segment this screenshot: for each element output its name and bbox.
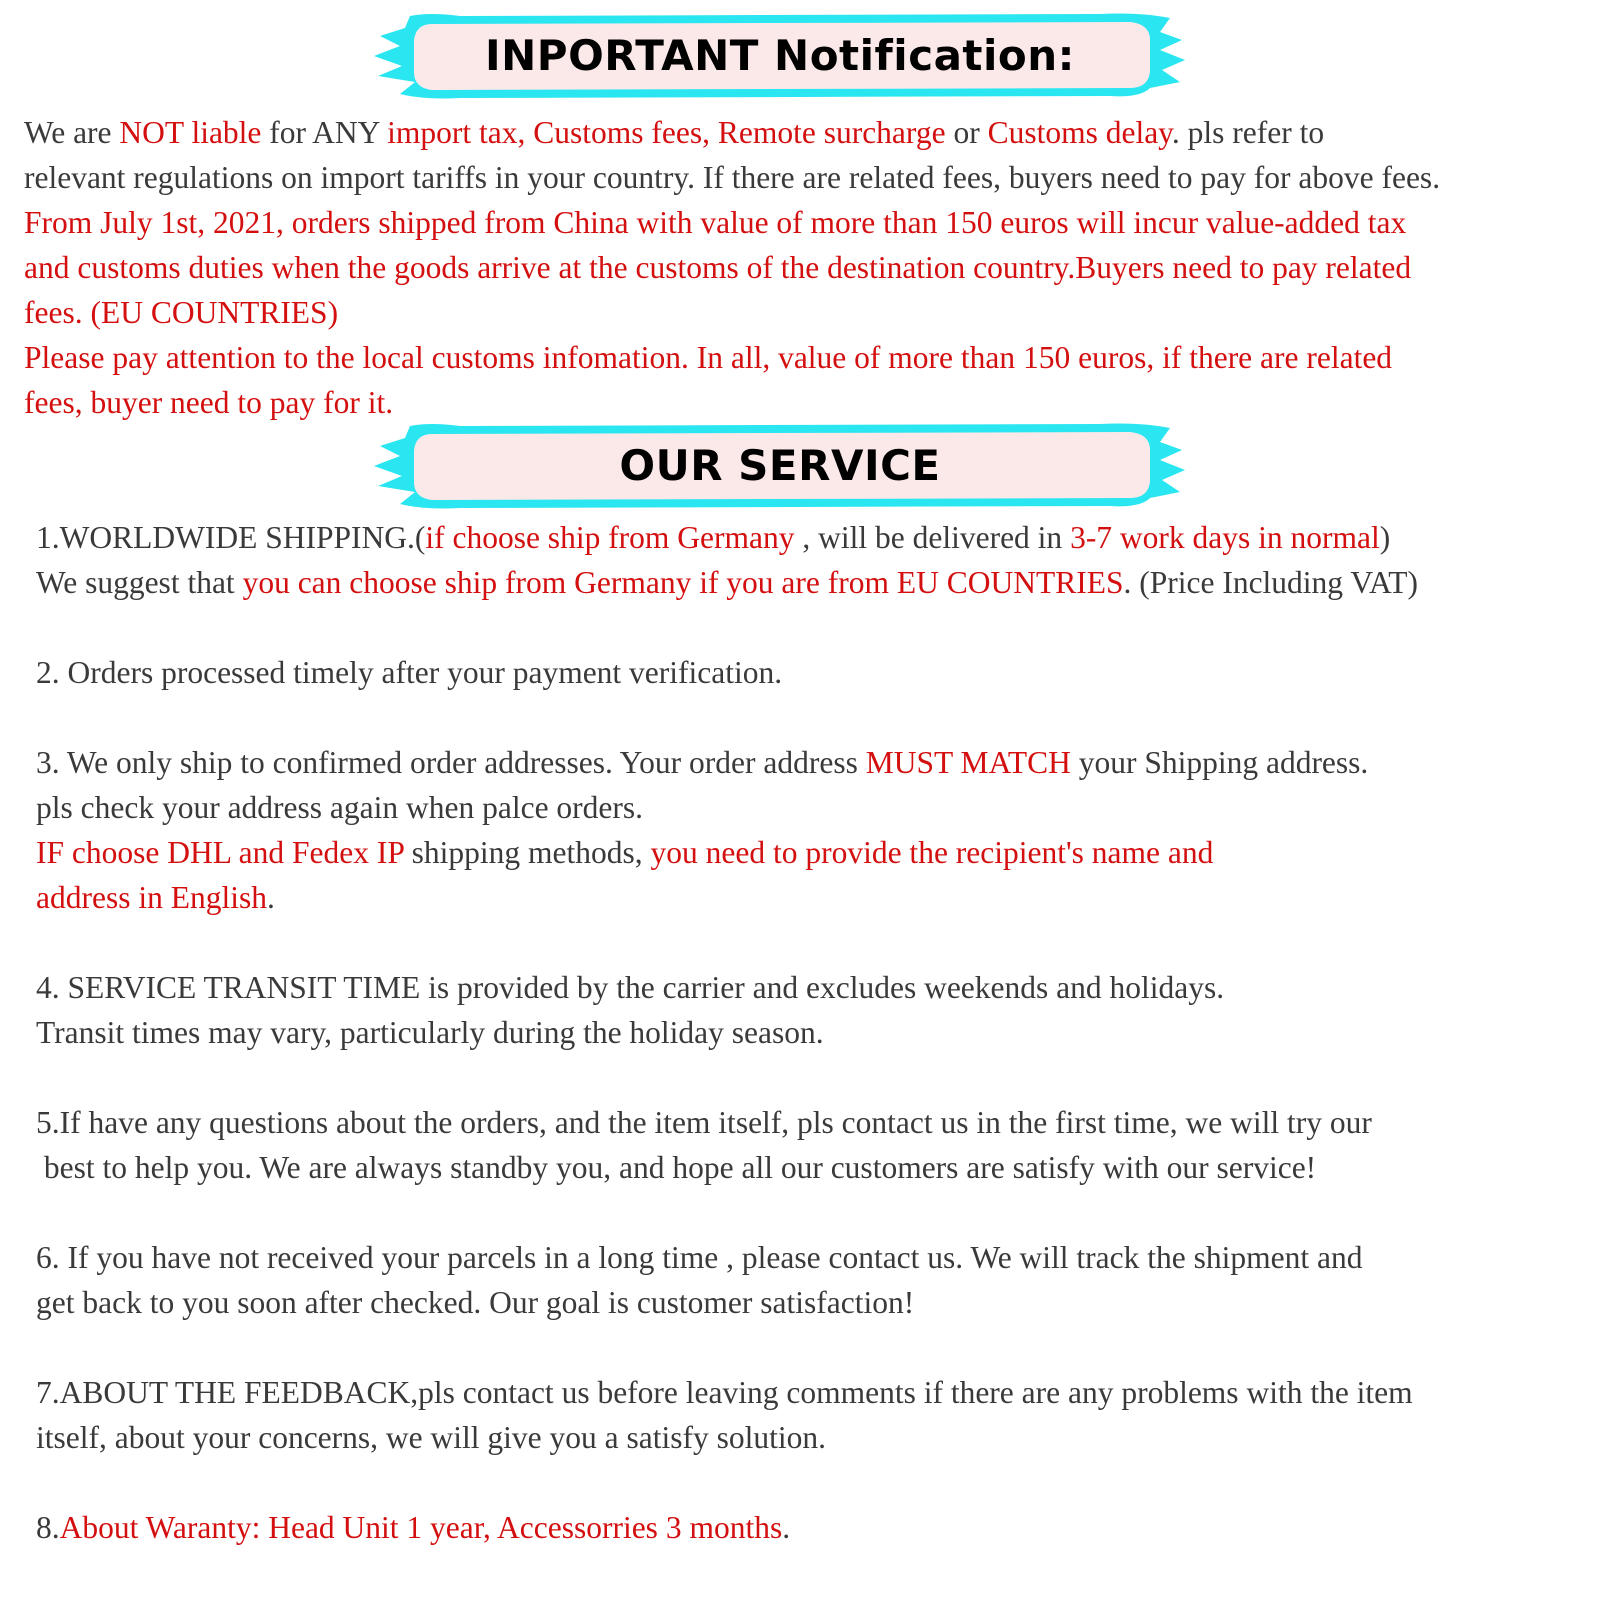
notification-line-4: and customs duties when the goods arrive at the customs of the destination country.Buyers need to pay related (24, 250, 1412, 285)
highlight-not-liable: NOT liable (119, 115, 262, 150)
highlight-work-days: 3-7 work days in normal (1070, 520, 1380, 555)
highlight-fees: import tax, Customs fees, Remote surcharge (387, 115, 946, 150)
text-segment: We are (24, 115, 120, 150)
text-segment: 8. (36, 1510, 60, 1545)
service-3-line-3 (36, 830, 1418, 875)
text-segment: . pls refer to (1171, 115, 1325, 150)
service-4-line-2: Transit times may vary, particularly during the holiday season. (36, 1015, 824, 1050)
blank-line (36, 1325, 1418, 1370)
service-7-line-2: itself, about your concerns, we will give you a satisfy solution. (36, 1420, 826, 1455)
service-3-line-2: pls check your address again when palce orders. (36, 790, 644, 825)
text-segment: We suggest that (36, 565, 243, 600)
blank-line (36, 1190, 1418, 1235)
text-segment: . (266, 880, 275, 915)
text-segment: . (782, 1510, 791, 1545)
highlight-eu-countries: you can choose ship from Germany if you are from EU COUNTRIES (242, 565, 1124, 600)
text-segment: , will be delivered in (794, 520, 1071, 555)
text-segment: ) (1379, 520, 1391, 555)
text-segment: your Shipping address. (1070, 745, 1369, 780)
service-5-line-1: 5.If have any questions about the orders, and the item itself, pls contact us in the first time, we will try our (36, 1105, 1372, 1140)
service-6-line-2: get back to you soon after checked. Our goal is customer satisfaction! (36, 1285, 915, 1320)
notification-title: INPORTANT Notification: (485, 31, 1075, 80)
service-1-line-1 (36, 515, 1418, 560)
highlight-dhl-fedex: IF choose DHL and Fedex IP (36, 835, 404, 870)
notification-line-6: Please pay attention to the local customs infomation. In all, value of more than 150 euros, if there are related (24, 340, 1393, 375)
text-segment: 1.WORLDWIDE SHIPPING.( (36, 520, 426, 555)
service-6-line-1: 6. If you have not received your parcels in a long time , please contact us. We will track the shipment and (36, 1240, 1363, 1275)
service-2-line-1: 2. Orders processed timely after your payment verification. (36, 655, 783, 690)
highlight-must-match: MUST MATCH (865, 745, 1071, 780)
notification-line-1 (24, 110, 1440, 155)
notification-paragraph (24, 110, 1440, 425)
highlight-warranty: About Waranty: Head Unit 1 year, Accessorries 3 months (59, 1510, 783, 1545)
blank-line (36, 1460, 1418, 1505)
service-title: OUR SERVICE (619, 441, 941, 490)
service-7-line-1: 7.ABOUT THE FEEDBACK,pls contact us before leaving comments if there are any problems with the item (36, 1375, 1413, 1410)
blank-line (36, 605, 1418, 650)
highlight-customs-delay: Customs delay (987, 115, 1172, 150)
notification-line-7: fees, buyer need to pay for it. (24, 385, 394, 420)
service-5-line-2: best to help you. We are always standby you, and hope all our customers are satisfy with our service! (36, 1150, 1317, 1185)
text-segment: for ANY (261, 115, 388, 150)
notification-banner (370, 10, 1190, 102)
highlight-ship-germany: if choose ship from Germany (425, 520, 795, 555)
text-segment: 3. We only ship to confirmed order addresses. Your order address (36, 745, 866, 780)
highlight-address-english: address in English (36, 880, 267, 915)
service-3-line-1 (36, 740, 1418, 785)
blank-line (36, 695, 1418, 740)
text-segment: . (Price Including VAT) (1123, 565, 1419, 600)
text-segment: or (945, 115, 988, 150)
text-segment: shipping methods, (403, 835, 651, 870)
notification-line-5: fees. (EU COUNTRIES) (24, 295, 339, 330)
service-3-line-4 (36, 875, 1418, 920)
highlight-recipient-name: you need to provide the recipient's name and (650, 835, 1214, 870)
service-8-line-1 (36, 1505, 1418, 1550)
notification-line-3: From July 1st, 2021, orders shipped from China with value of more than 150 euros will incur value-added tax (24, 205, 1407, 240)
service-4-line-1: 4. SERVICE TRANSIT TIME is provided by the carrier and excludes weekends and holidays. (36, 970, 1225, 1005)
service-1-line-2 (36, 560, 1418, 605)
service-list (36, 515, 1418, 1550)
blank-line (36, 1055, 1418, 1100)
service-banner (370, 420, 1190, 512)
notification-line-2: relevant regulations on import tariffs in your country. If there are related fees, buyers need to pay for above fees. (24, 160, 1441, 195)
blank-line (36, 920, 1418, 965)
